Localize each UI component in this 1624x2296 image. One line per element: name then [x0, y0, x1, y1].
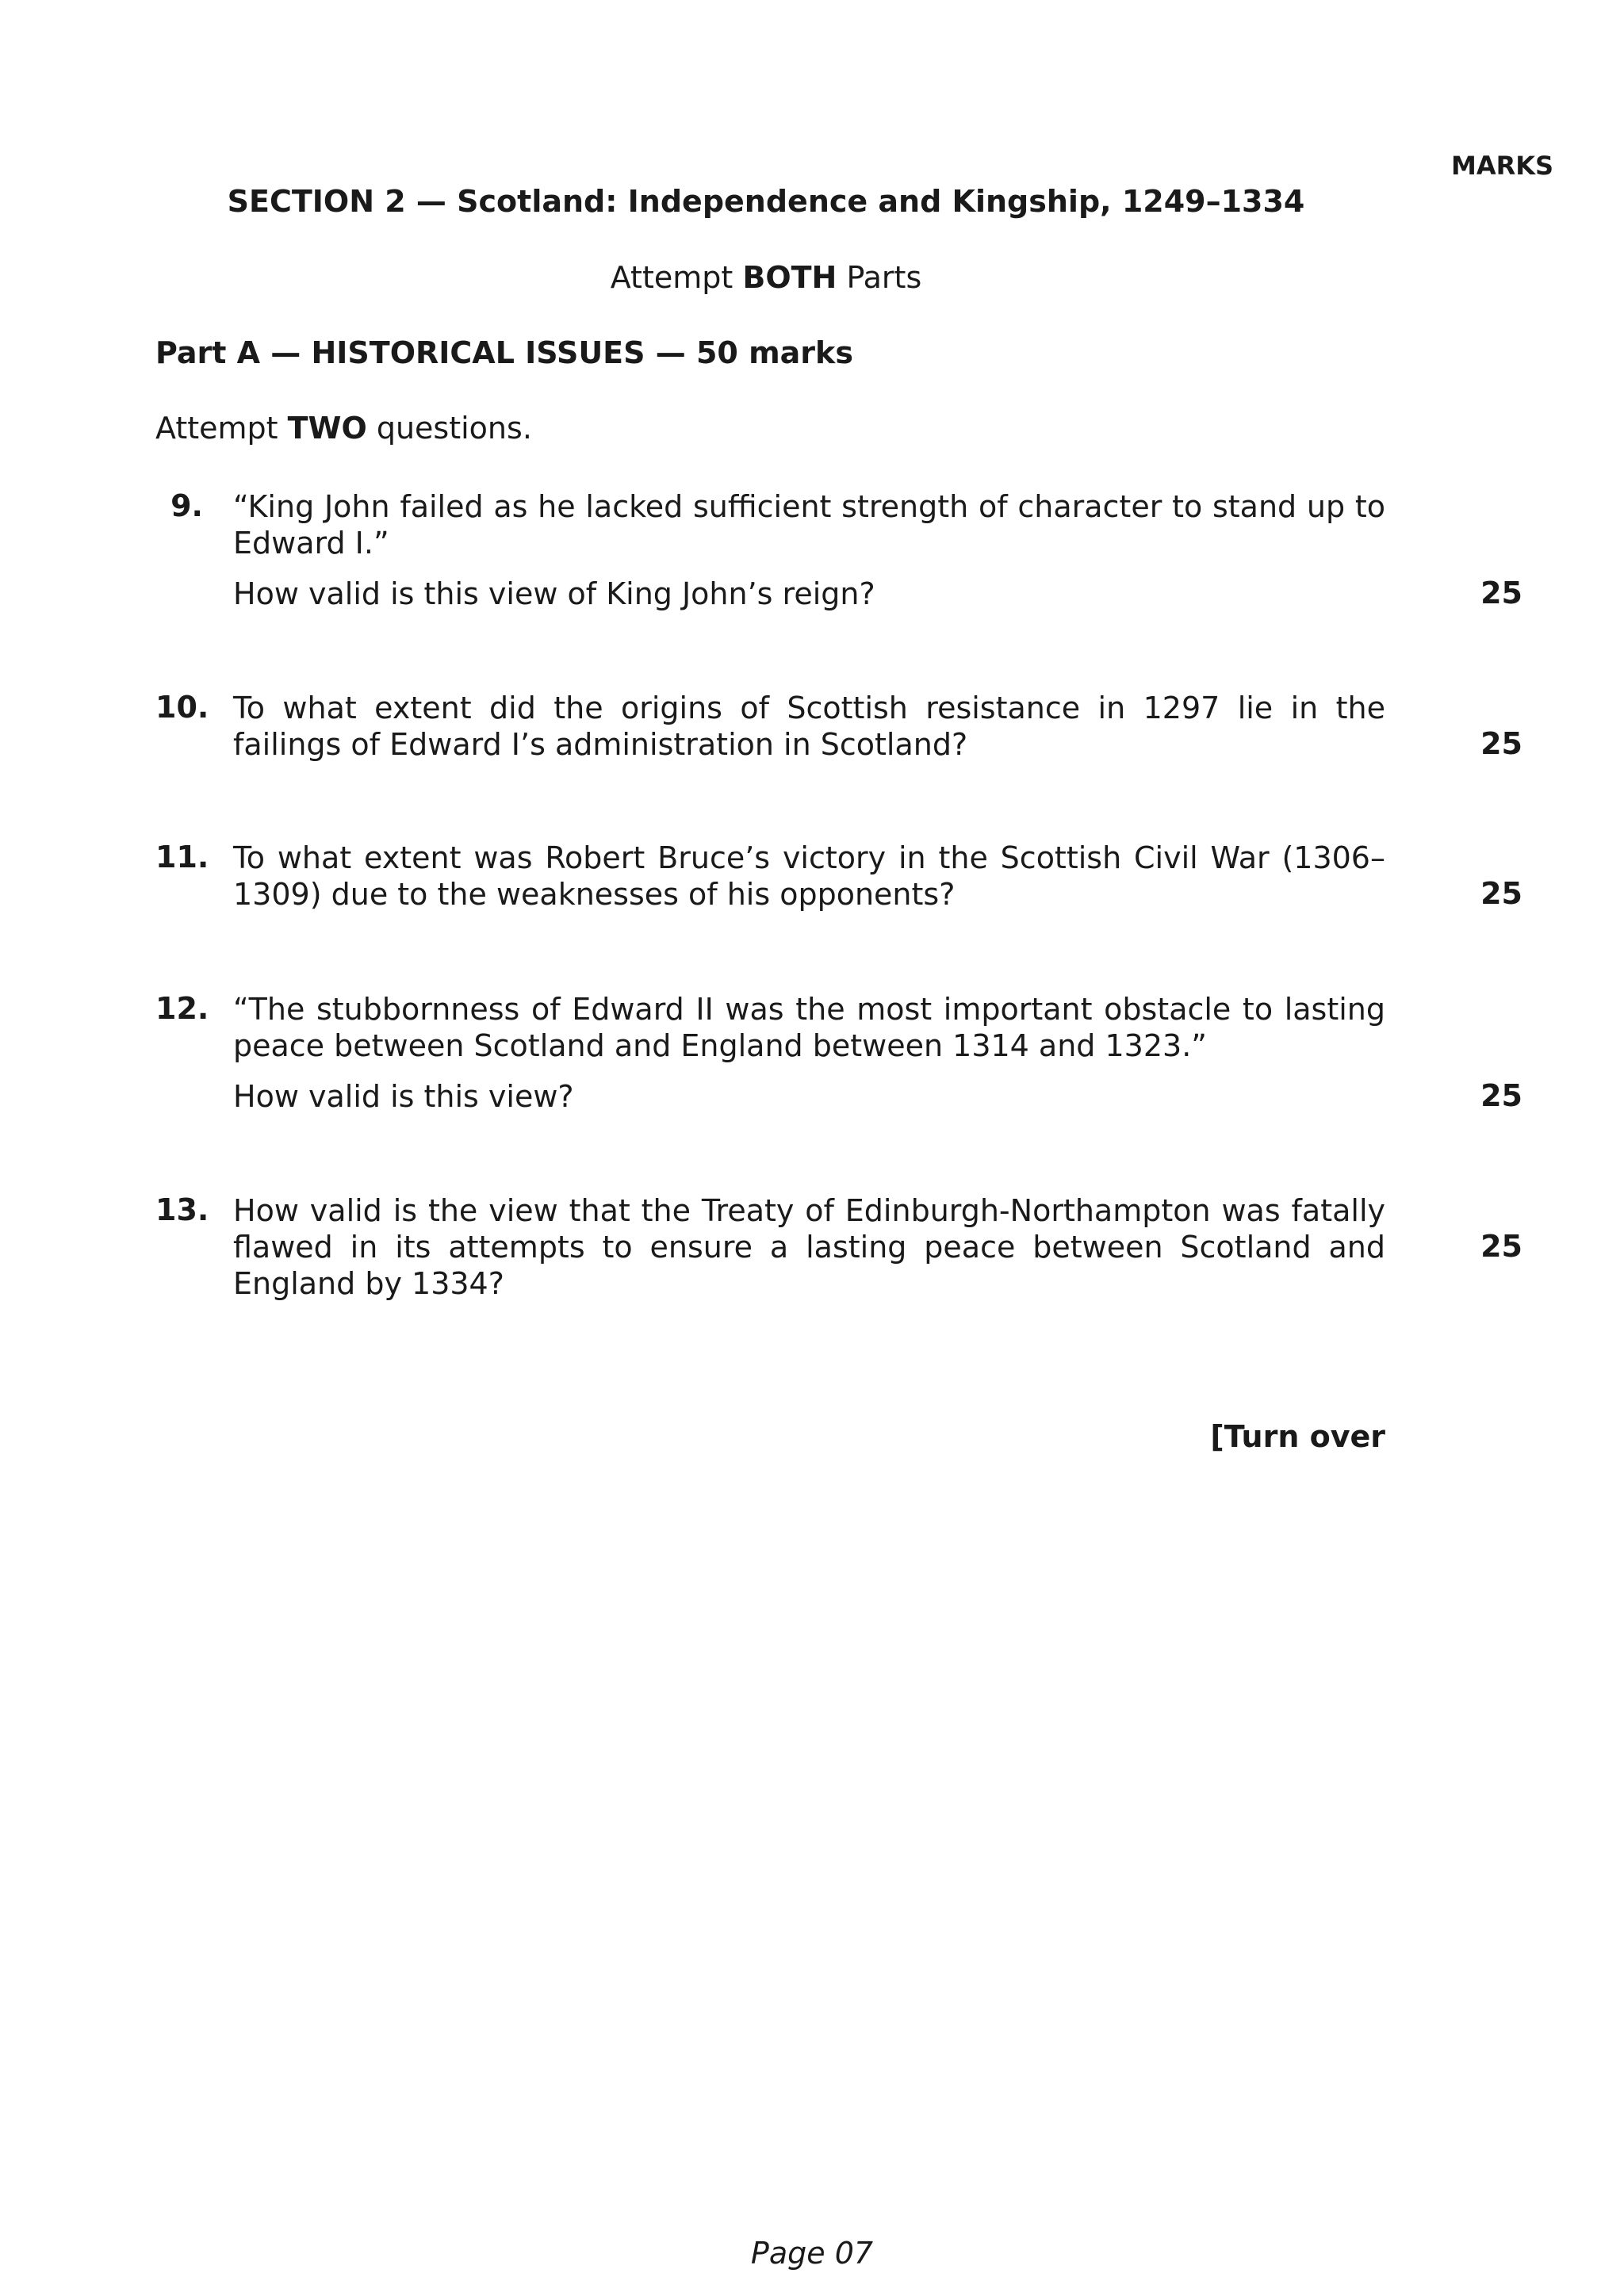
attempt-both-bold: BOTH — [742, 260, 837, 295]
attempt-two-suffix: questions. — [366, 411, 532, 446]
question-marks: 25 — [1480, 576, 1522, 610]
question-number: 13. — [155, 1192, 209, 1227]
question-marks: 25 — [1480, 1229, 1522, 1264]
question-marks: 25 — [1480, 726, 1522, 761]
question-text: To what extent did the origins of Scottish resistance in 1297 lie in the failings of Edward I’s administration in Scotland? — [233, 691, 1385, 762]
page-number: Page 07 — [750, 2236, 874, 2271]
question-number: 11. — [155, 840, 209, 874]
attempt-two-instruction — [155, 411, 532, 446]
question-number: 10. — [155, 690, 209, 725]
question-subtext: How valid is this view? — [233, 1079, 574, 1114]
question-text: How valid is the view that the Treaty of Edinburgh-Northampton was fatally flawed in its attempts to ensure a lasting peace between Scotland and England by 1334? — [233, 1193, 1385, 1301]
attempt-both-suffix: Parts — [837, 260, 922, 295]
marks-column-header: MARKS — [1451, 151, 1554, 181]
attempt-both-prefix: Attempt — [610, 260, 743, 295]
turn-over-label: [Turn over — [1210, 1419, 1385, 1454]
question-text: “King John failed as he lacked sufficient strength of character to stand up to Edward I.” — [233, 489, 1385, 561]
question-marks: 25 — [1480, 876, 1522, 911]
question-text: To what extent was Robert Bruce’s victory in the Scottish Civil War (1306–1309) due to the weaknesses of his opponents? — [233, 840, 1385, 912]
question-number: 12. — [155, 991, 209, 1026]
part-a-title: Part A — HISTORICAL ISSUES — 50 marks — [155, 335, 853, 370]
attempt-both-instruction — [0, 260, 1532, 295]
question-subtext: How valid is this view of King John’s reign? — [233, 576, 875, 611]
question-number: 9. — [170, 488, 203, 523]
attempt-two-prefix: Attempt — [155, 411, 288, 446]
question-text: “The stubbornness of Edward II was the most important obstacle to lasting peace between Scotland and England between 1314 and 1323.” — [233, 992, 1385, 1063]
question-marks: 25 — [1480, 1078, 1522, 1113]
section-title: SECTION 2 — Scotland: Independence and Kingship, 1249–1334 — [227, 184, 1305, 219]
attempt-two-bold: TWO — [287, 411, 367, 446]
